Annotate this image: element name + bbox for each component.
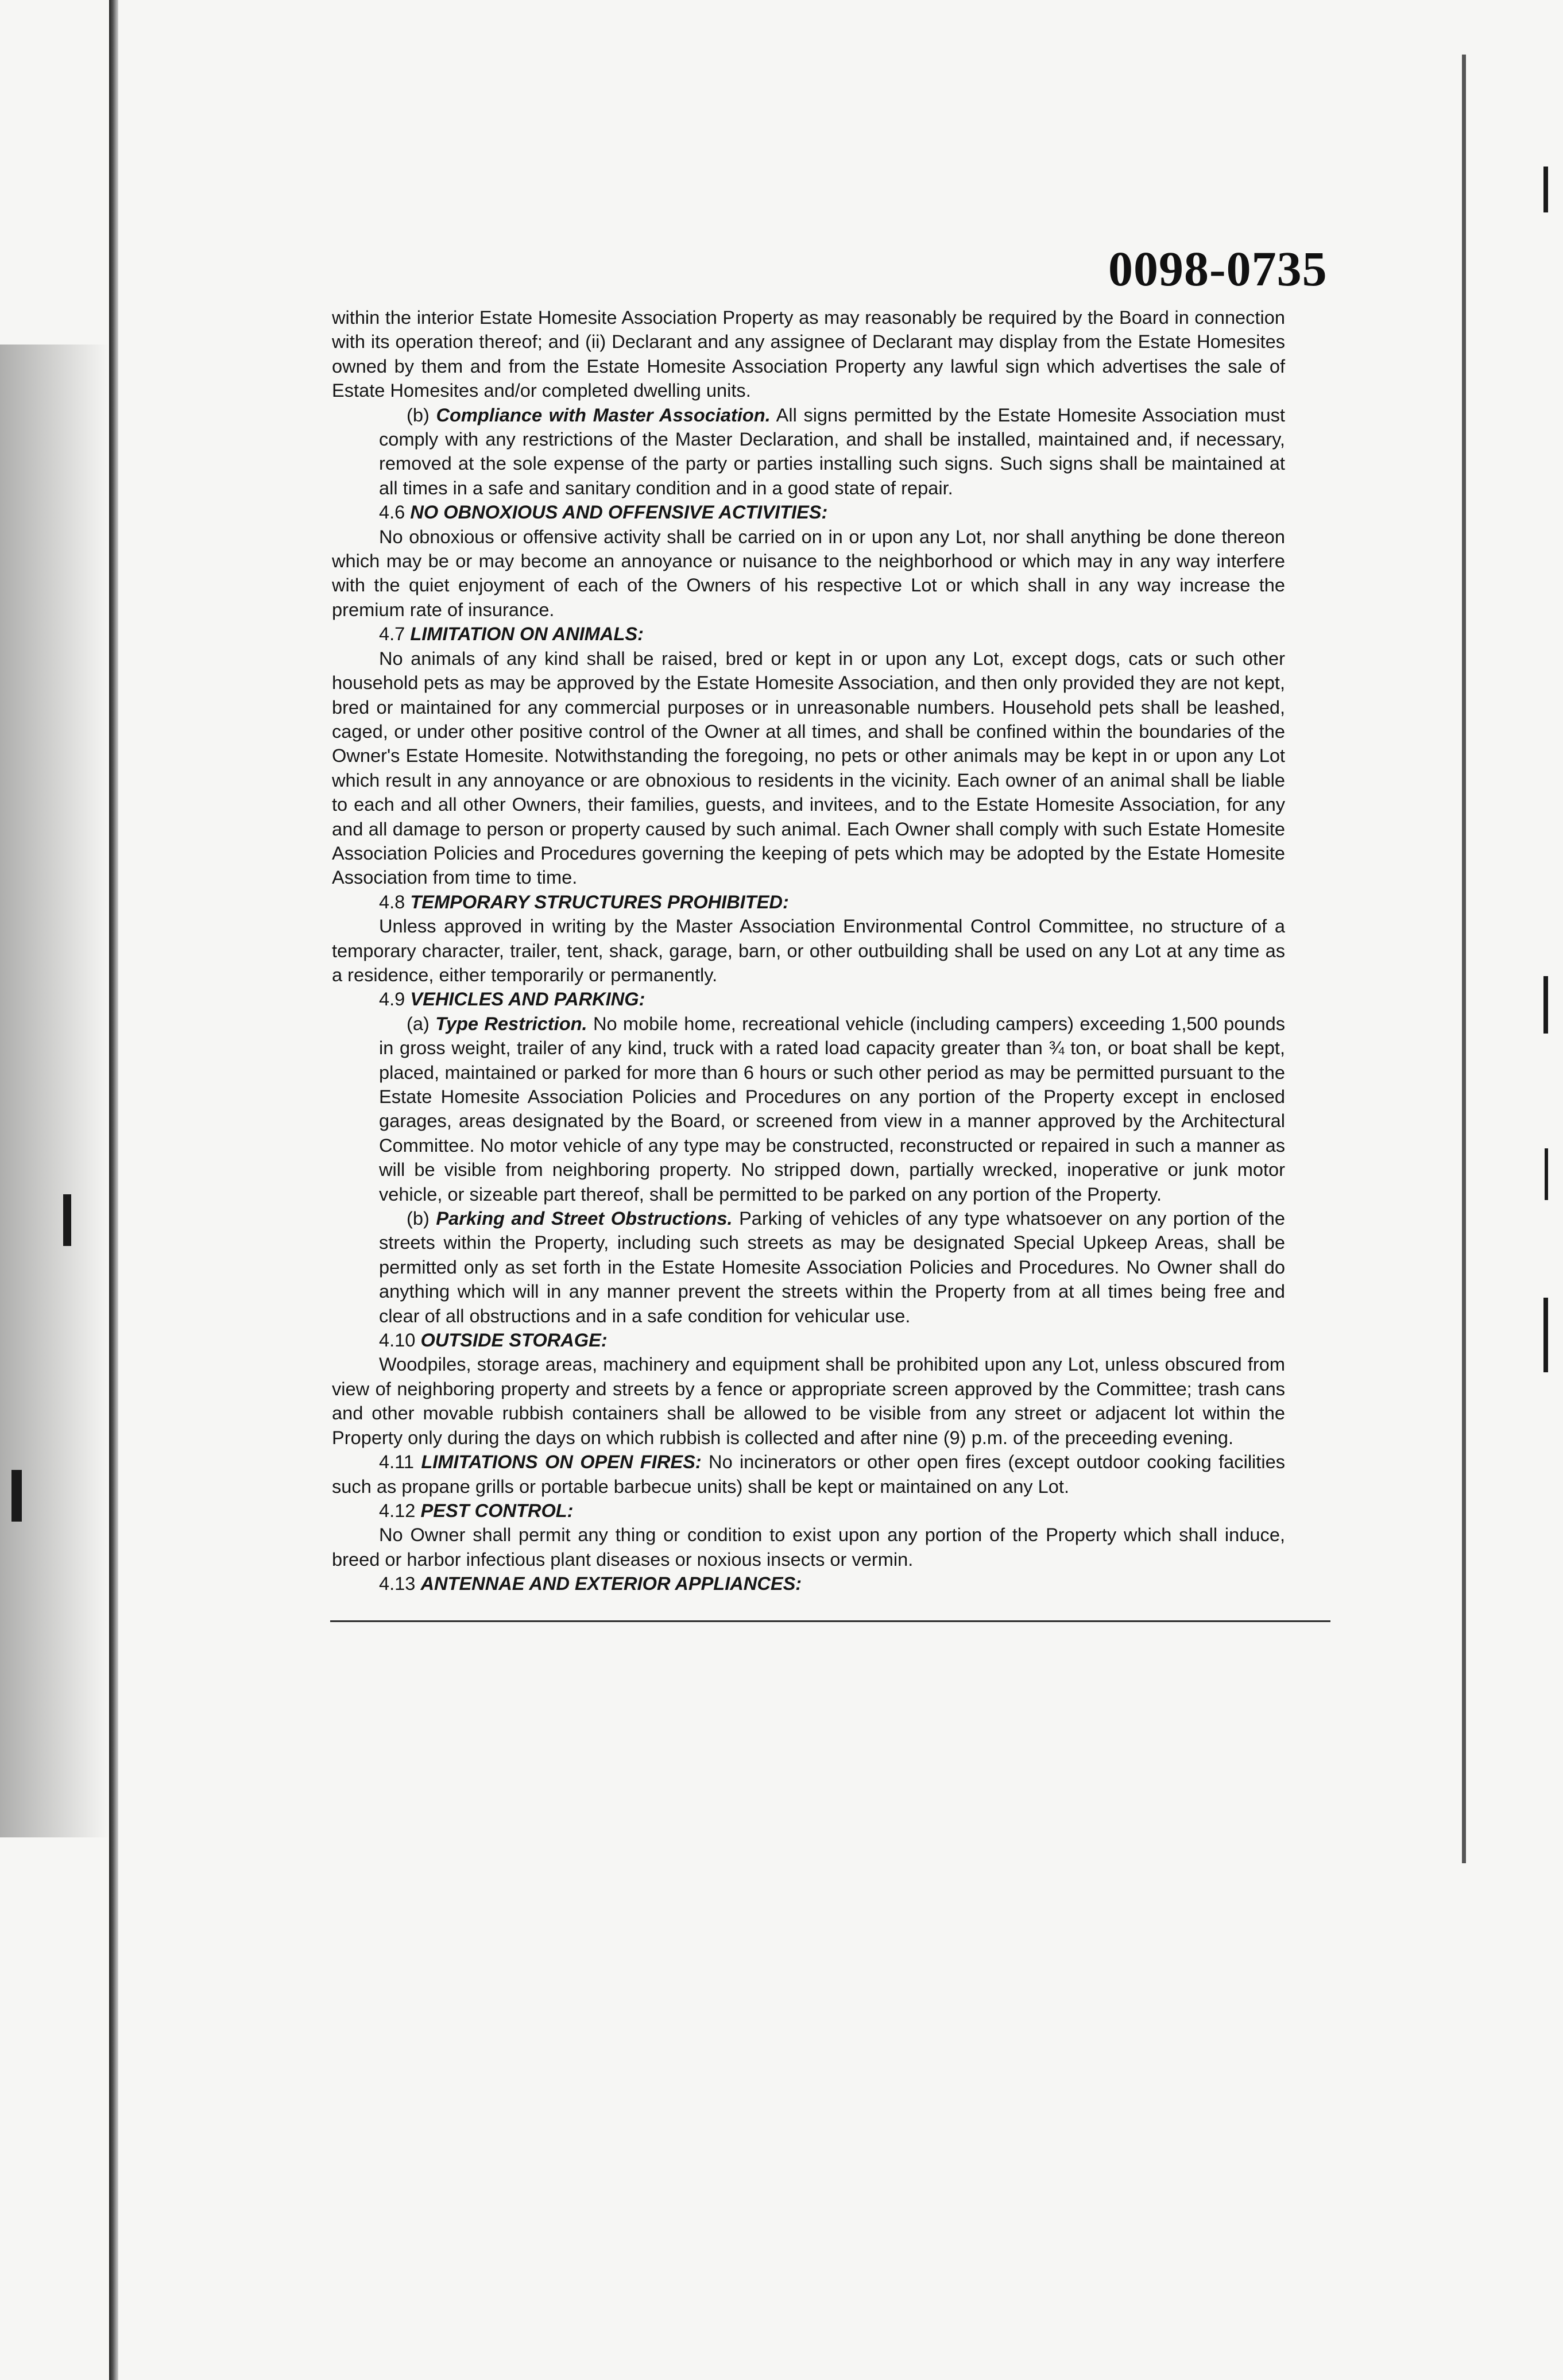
scan-edge-mark: [1543, 976, 1548, 1034]
paragraph-text: within the interior Estate Homesite Association Property as may reasonably be required by the Board in connection with its operation thereof; and (ii) Declarant and any assignee of Declarant may display from the Estate Homesites owned by them and from the Estate Homesite Association Property any lawful sign which advertises the sale of Estate Homesites and/or completed dwelling units.: [332, 307, 1285, 401]
section-title: ANTENNAE AND EXTERIOR APPLIANCES:: [420, 1573, 802, 1595]
section-number: 4.7: [379, 623, 405, 645]
section-number: 4.9: [379, 988, 405, 1010]
section-number: 4.11: [379, 1451, 414, 1473]
scan-edge-mark: [63, 1194, 71, 1246]
scan-edge-shadow: [0, 345, 109, 1837]
section-title: TEMPORARY STRUCTURES PROHIBITED:: [410, 891, 789, 912]
section-number: 4.10: [379, 1329, 416, 1351]
scan-edge-mark: [1545, 1148, 1548, 1200]
paragraph-text: No incinerators or other open fires (except outdoor cooking facilities such as propane grills or portable barbecue units) shall be kept or maintained on any Lot.: [332, 1451, 1285, 1497]
paragraph-temporary-structures: [332, 914, 1285, 987]
paragraph-text: No Owner shall permit any thing or condition to exist upon any portion of the Property which shall induce, breed or harbor infectious plant diseases or noxious insects or vermin.: [332, 1524, 1285, 1570]
page-number: 0098-0735: [1108, 241, 1328, 296]
section-title: OUTSIDE STORAGE:: [420, 1329, 608, 1351]
section-heading-4-12: [332, 1499, 1285, 1523]
paragraph-text: Woodpiles, storage areas, machinery and equipment shall be prohibited upon any Lot, unless obscured from view of neighboring property and streets by a fence or appropriate screen approved by the Committee; trash cans and other movable rubbish containers shall be allowed to be visible from any street or adjacent lot within the Property only during the days on which rubbish is collected and after nine (9) p.m. of the preceeding evening.: [332, 1353, 1285, 1448]
paragraph-type-restriction: [379, 1012, 1285, 1206]
paragraph-text: No mobile home, recreational vehicle (including campers) exceeding 1,500 pounds in gross weight, trailer of any kind, truck with a rated load capacity greater than ¾ ton, or boat shall be kept, placed, maintained or parked for more than 6 hours or such other period as may be permitted pursuant to the Estate Homesite Association Policies and Procedures on any portion of the Property except in enclosed garages, areas designated by the Board, or screened from view in a manner approved by the Architectural Committee. No motor vehicle of any type may be constructed, reconstructed or repaired in such a manner as will be visible from neighboring property. No stripped down, partially wrecked, inoperative or junk motor vehicle, or sizeable part thereof, shall be permitted to be parked on any portion of the Property.: [379, 1012, 1285, 1205]
subsection-lead: Type Restriction.: [435, 1012, 587, 1034]
subsection-label: (a): [407, 1012, 430, 1034]
right-margin-line: [1462, 55, 1466, 1863]
section-title: LIMITATION ON ANIMALS:: [410, 623, 644, 645]
subsection-label: (b): [407, 1208, 430, 1229]
scan-edge-mark: [11, 1470, 22, 1522]
left-binding-edge: [109, 0, 118, 2380]
section-title: LIMITATIONS ON OPEN FIRES:: [421, 1451, 702, 1473]
section-number: 4.6: [379, 501, 405, 523]
section-number: 4.8: [379, 891, 405, 912]
section-number: 4.13: [379, 1573, 416, 1595]
section-title: PEST CONTROL:: [420, 1499, 574, 1521]
section-heading-4-11: [332, 1450, 1285, 1499]
scan-edge-mark: [1543, 1298, 1548, 1372]
paragraph-parking-obstructions: [379, 1206, 1285, 1328]
subsection-lead: Parking and Street Obstructions.: [436, 1208, 733, 1229]
paragraph-text: Parking of vehicles of any type whatsoever on any portion of the streets within the Property, including such streets as may be designated Special Upkeep Areas, shall be permitted only as set forth in the Estate Homesite Association Policies and Procedures. No Owner shall do anything which will in any manner prevent the streets within the Property from at all times being free and clear of all obstructions and in a safe condition for vehicular use.: [379, 1208, 1285, 1326]
section-heading-4-9: [332, 987, 1285, 1011]
paragraph-compliance-master-association: [379, 403, 1285, 501]
paragraph-text: No animals of any kind shall be raised, bred or kept in or upon any Lot, except dogs, cats or such other household pets as may be approved by the Estate Homesite Association, and then only provided they are not kept, bred or maintained for any commercial purposes or in unreasonable numbers. Household pets shall be leashed, caged, or under other positive control of the Owner at all times, and shall be confined within the boundaries of the Owner's Estate Homesite. Notwithstanding the foregoing, no pets or other animals may be kept in or upon any Lot which result in any annoyance or are obnoxious to residents in the vicinity. Each owner of an animal shall be liable to each and all other Owners, their families, guests, and invitees, and to the Estate Homesite Association, for any and all damage to person or property caused by such animal. Each Owner shall comply with such Estate Homesite Association Policies and Procedures governing the keeping of pets which may be adopted by the Estate Homesite Association from time to time.: [332, 647, 1285, 888]
section-heading-4-13: [332, 1572, 1285, 1596]
section-heading-4-10: [332, 1328, 1285, 1352]
paragraph-text: No obnoxious or offensive activity shall be carried on in or upon any Lot, nor shall anything be done thereon which may be or may become an annoyance or nuisance to the neighborhood or which may in any way interfere with the quiet enjoyment of each of the Owners of his respective Lot or which shall in any way increase the premium rate of insurance.: [332, 525, 1285, 620]
subsection-lead: Compliance with Master Association.: [436, 404, 771, 425]
page-end-rule: [330, 1620, 1330, 1622]
paragraph-animals: [332, 647, 1285, 890]
subsection-label: (b): [407, 404, 430, 425]
paragraph-obnoxious-activities: [332, 525, 1285, 622]
paragraph-signs-continued: [332, 305, 1285, 403]
paragraph-text: All signs permitted by the Estate Homesite Association must comply with any restrictions of the Master Declaration, and shall be installed, maintained and, if necessary, removed at the sole expense of the party or parties installing such signs. Such signs shall be maintained at all times in a safe and sanitary condition and in a good state of repair.: [379, 404, 1285, 498]
document-body: [332, 305, 1285, 1596]
section-heading-4-7: [332, 622, 1285, 646]
section-title: VEHICLES AND PARKING:: [410, 988, 645, 1010]
paragraph-text: Unless approved in writing by the Master Association Environmental Control Committee, no structure of a temporary character, trailer, tent, shack, garage, barn, or other outbuilding shall be used on any Lot at any time as a residence, either temporarily or permanently.: [332, 915, 1285, 985]
scan-edge-mark: [1543, 167, 1548, 212]
section-title: NO OBNOXIOUS AND OFFENSIVE ACTIVITIES:: [410, 501, 828, 523]
section-number: 4.12: [379, 1499, 416, 1521]
section-heading-4-6: [332, 500, 1285, 524]
paragraph-pest-control: [332, 1523, 1285, 1572]
section-heading-4-8: [332, 890, 1285, 914]
paragraph-outside-storage: [332, 1352, 1285, 1450]
